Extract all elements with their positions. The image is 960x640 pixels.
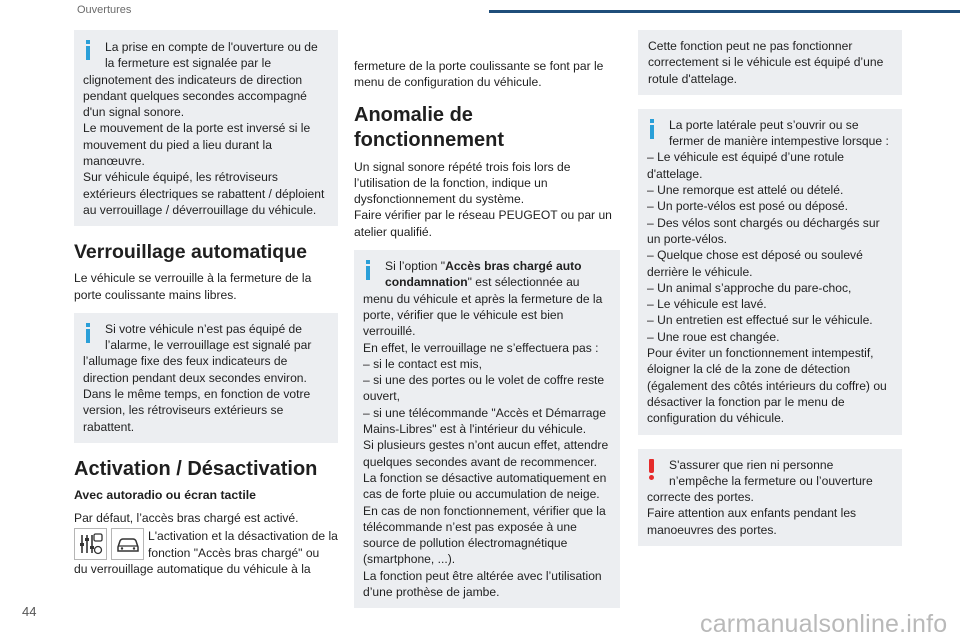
- box-text: clignotement des indicateurs de direction pendant quelques secondes accompagné d'un signal sonore.: [83, 72, 307, 120]
- warning-box: [638, 449, 902, 546]
- box-text: Si votre véhicule n’est pas équipé de l’alarme, le verrouillage est signalé par: [105, 321, 312, 353]
- box-text: S'assurer que rien ni personne n’empêche la fermeture ou l’ouverture: [669, 457, 873, 488]
- box-text: [363, 258, 612, 291]
- info-icon: [86, 40, 91, 60]
- box-text: En cas de non fonctionnement, vérifier que la télécommande n’est pas exposée à une source de pollution électromagnétique (smartphone, ...).: [363, 503, 606, 567]
- car-icon: [111, 528, 144, 560]
- option-name: Accès bras chargé auto condamnation: [385, 259, 582, 290]
- list-item: – si le contact est mis,: [363, 356, 482, 371]
- box-text: La fonction se désactive automatiquement en cas de forte pluie ou accumulation de neige.: [363, 470, 607, 502]
- paragraph: L'activation et la désactivation de la fonction "Accès bras chargé" ou: [148, 529, 338, 560]
- box-text: Cette fonction peut ne pas fonctionner correctement si le véhicule est équipé d’une rotule d'attelage.: [648, 39, 884, 86]
- box-text: correcte des portes.: [647, 490, 754, 505]
- list-item: – Une remorque est attelé ou dételé.: [647, 183, 844, 198]
- header-accent-bar: [489, 10, 960, 13]
- paragraph: fermeture de la porte coulissante se font par le menu de configuration du véhicule.: [354, 59, 604, 90]
- info-box: [74, 313, 338, 443]
- box-text: Le mouvement de la porte est inversé si le mouvement du pied a lieu durant la manœuvre.: [83, 121, 311, 169]
- list-item: – Des vélos sont chargés ou déchargés sur un porte-vélos.: [647, 215, 880, 246]
- paragraph: Un signal sonore répété trois fois lors de l’utilisation de la fonction, indique un dysfonctionnement du système.: [354, 159, 571, 207]
- heading-verrouillage: Verrouillage automatique: [74, 241, 307, 264]
- box-text: La fonction peut être altérée avec l’utilisation d’une prothèse de jambe.: [363, 568, 602, 600]
- list-item: – Quelque chose est déposé ou soulevé derrière le véhicule.: [647, 248, 863, 279]
- info-icon: [366, 260, 371, 280]
- text-block: [74, 270, 338, 303]
- info-box: [354, 250, 620, 608]
- paragraph: Par défaut, l’accès bras chargé est activé.: [74, 510, 299, 525]
- column-2: [354, 30, 620, 622]
- list-item: – Un entretien est effectué sur le véhicule.: [647, 313, 873, 328]
- info-box: [638, 109, 902, 435]
- list-item: – Un porte-vélos est posé ou déposé.: [647, 199, 849, 214]
- icon-group: [74, 528, 144, 560]
- list-item: – si une des portes ou le volet de coffre reste ouvert,: [363, 373, 605, 404]
- box-text: l’allumage fixe des feux indicateurs de direction pendant deux secondes environ.: [83, 354, 307, 385]
- watermark: carmanualsonline.info: [700, 610, 948, 638]
- column-3: [638, 30, 902, 560]
- box-text: Dans le même temps, en fonction de votre version, les rétroviseurs extérieurs se rabattent.: [83, 387, 311, 434]
- text: " est sélectionnée au: [467, 275, 580, 290]
- text-block: [354, 58, 620, 91]
- list-item: – Le véhicule est équipé d’une rotule d'attelage.: [647, 150, 845, 181]
- list-item: – si une télécommande "Accès et Démarrage Mains-Libres" est à l'intérieur du véhicule.: [363, 405, 606, 437]
- section-header: Ouvertures: [77, 4, 132, 16]
- info-icon: [86, 323, 91, 343]
- warning-icon: [649, 459, 655, 481]
- list-item: – Le véhicule est lavé.: [647, 297, 767, 312]
- info-box: [74, 30, 338, 226]
- paragraph: Le véhicule se verrouille à la fermeture de la porte coulissante mains libres.: [74, 271, 312, 302]
- box-text: La porte latérale peut s’ouvrir ou se fermer de manière intempestive lorsque :: [669, 117, 889, 149]
- text: Si l’option ": [385, 259, 446, 274]
- box-text: Sur véhicule équipé, les rétroviseurs extérieurs électriques se rabattent / déploient au verrouillage / déverrouillage du véhicule.: [83, 170, 325, 217]
- box-text: La prise en compte de l'ouverture ou de la fermeture est signalée par le: [105, 40, 318, 71]
- box-text: Faire attention aux enfants pendant les manoeuvres des portes.: [647, 506, 857, 537]
- info-icon: [650, 119, 655, 139]
- page-number: 44: [22, 604, 37, 619]
- paragraph: Faire vérifier par le réseau PEUGEOT ou par un atelier qualifié.: [354, 208, 612, 239]
- list-item: – Un animal s’approche du pare-choc,: [647, 280, 852, 295]
- box-text: Pour éviter un fonctionnement intempestif, éloigner la clé de la zone de détection (également des côtés intérieurs du coffre) ou désactiver la fonction par le menu de configuration du véhicule.: [647, 346, 887, 426]
- box-text: Si plusieurs gestes n’ont aucun effet, attendre quelques secondes avant de recommencer.: [363, 438, 609, 469]
- column-1: [74, 30, 338, 577]
- text-block: [74, 510, 338, 577]
- subheading: Avec autoradio ou écran tactile: [74, 487, 257, 502]
- note-box: [638, 30, 902, 95]
- box-text: En effet, le verrouillage ne s’effectuera pas :: [363, 340, 599, 355]
- heading-anomalie: Anomalie de fonctionnement: [354, 103, 504, 151]
- list-item: – Une roue est changée.: [647, 329, 780, 344]
- paragraph: du verrouillage automatique du véhicule à la: [74, 561, 311, 576]
- heading-activation: Activation / Désactivation: [74, 457, 318, 480]
- text-block: [354, 159, 620, 240]
- settings-menu-icon: [74, 528, 107, 560]
- box-text: menu du véhicule et après la fermeture de la porte, vérifier que le véhicule est bien verrouillé.: [363, 291, 603, 339]
